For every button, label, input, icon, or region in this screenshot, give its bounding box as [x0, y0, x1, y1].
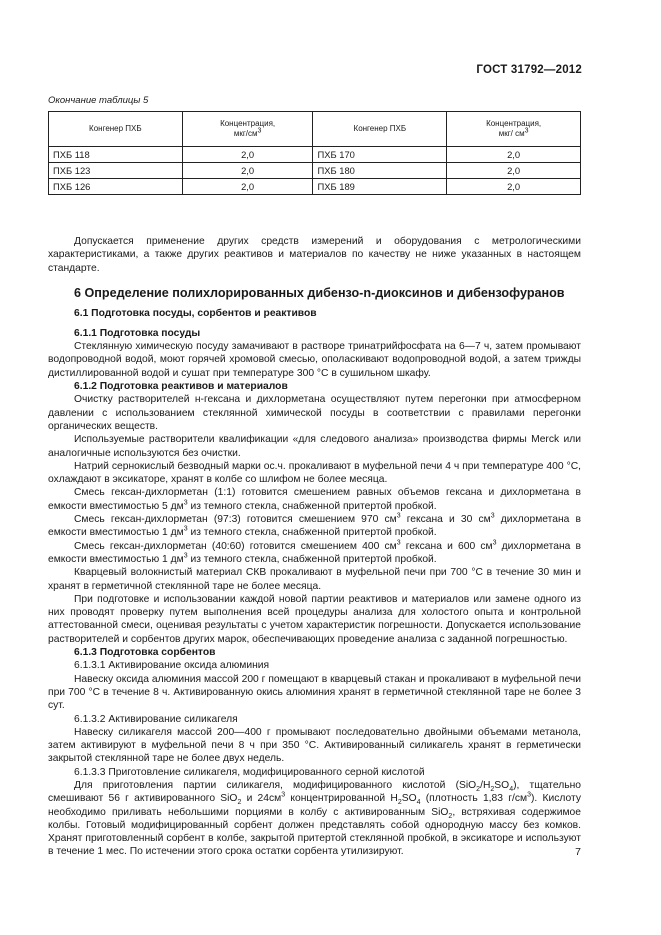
pcb-concentration-table [48, 111, 581, 195]
cell-congener: ПХБ 118 [49, 147, 183, 163]
paragraph-mix-97-3: Смесь гексан-дихлорметан (97:3) готовится смешением 970 $см^3$ гексана и 30 $см^3$ дихлорметана в емкости вместимостью 1 $дм^3$ из темного стекла, снабженной притертой пробкой. [48, 512, 581, 539]
section-6-1-heading: 6.1 Подготовка посуды, сорбентов и реактивов [74, 307, 317, 319]
table-row [49, 147, 581, 163]
section-6-1-3-3-heading: 6.1.3.3 Приготовление силикагеля, модифицированного серной кислотой [74, 766, 425, 778]
cell-concentration: 2,0 [447, 179, 581, 195]
table-header-row [49, 112, 581, 147]
paragraph-merck-solvents: Используемые растворители квалификации «для следового анализа» производства фирмы Merck или аналогичные используются без очистки. [48, 434, 581, 459]
paragraph-sodium-sulfate: Натрий сернокислый безводный марки ос.ч. прокаливают в муфельной печи 4 ч при температуре 400 °С, охлаждают в эксикаторе, хранят в колбе со шлифом не более месяца. [48, 460, 581, 486]
cell-congener: ПХБ 126 [49, 179, 183, 195]
section-6-1-2-heading: 6.1.2 Подготовка реактивов и материалов [74, 381, 288, 393]
header-concentration-2: Концентрация, мкг/ $см^3$ [447, 112, 581, 147]
cell-congener: ПХБ 189 [313, 179, 447, 195]
paragraph-batch-check: При подготовке и использовании каждой новой партии реактивов и материалов или замене одного из них проводят проверку путем выполнения всей процедуры анализа для холостого опыта и контрольной аттестованной смеси, оценивая результаты с учетом характеристик погрешности. Допускается использование растворителей и сорбентов других марок, обеспечивающих проведение анализа с заданной погрешностью. [48, 593, 581, 645]
cell-concentration: 2,0 [182, 163, 313, 179]
section-6-1-3-2-heading: 6.1.3.2 Активирование силикагеля [74, 713, 238, 725]
paragraph-acid-silica: Для приготовления партии силикагеля, модифицированного кислотой $(SiO_2/H_2SO_4)$, тщательно смешивают 56 г активированного SiO$_2$ и $24см^3$ концентрированной $H_2SO_4$ (плотность 1,83 $г/см^3$). Кислоту необходимо приливать небольшими порциями в колбу с активированным SiO$_2$, встряхивая содержимое колбы. Готовый модифицированный сорбент должен представлять собой однородную массу без комков. Хранят приготовленный сорбент в колбе, закрытой притертой стеклянной пробкой, в эксикаторе и используют в течение 1 мес. По истечении этого срока остатки сорбента утилизируют. [48, 779, 581, 858]
paragraph-allowed-substitutes: Допускается применение других средств измерений и оборудования с метрологическими характеристиками, а также других реактивов и материалов по качеству не ниже указанных в настоящем стандарте. [48, 236, 581, 274]
section-6-1-3-1-heading: 6.1.3.1 Активирование оксида алюминия [74, 660, 270, 672]
cell-congener: ПХБ 180 [313, 163, 447, 179]
cell-congener: ПХБ 123 [49, 163, 183, 179]
paragraph-silica-gel: Навеску силикагеля массой 200—400 г промывают последовательно двойными объемами метанола, затем активируют в муфельной печи 8 ч при 350 °С. Активированный силикагель хранят в герметически закрытой стеклянной таре не более двух недель. [48, 726, 581, 765]
table-caption: Окончание таблицы 5 [48, 95, 149, 106]
paragraph-solvent-cleaning: Очистку растворителей н-гексана и дихлорметана осуществляют путем перегонки при атмосферном давлении с использованием стеклянной химической посуды в соответствии с правилами перегонки органических веществ. [48, 394, 581, 432]
cell-concentration: 2,0 [447, 163, 581, 179]
table-row [49, 179, 581, 195]
paragraph-quartz-fiber: Кварцевый волокнистый материал СКВ прокаливают в муфельной печи при 700 °С в течение 30 мин и хранят в герметичной стеклянной таре не более месяца. [48, 567, 581, 592]
paragraph-mix-40-60: Смесь гексан-дихлорметан (40:60) готовится смешением 400 $см^3$ гексана и 600 $см^3$ дихлорметана в емкости вместимостью 1 $дм^3$ из темного стекла, снабженной притертой пробкой. [48, 539, 581, 565]
page-number: 7 [575, 846, 581, 858]
section-6-1-1-heading: 6.1.1 Подготовка посуды [74, 327, 201, 339]
table-row [49, 163, 581, 179]
header-concentration-1: Концентрация, мкг/$см^3$ [182, 112, 313, 147]
section-6-1-3-heading: 6.1.3 Подготовка сорбентов [74, 647, 216, 659]
standard-code: ГОСТ 31792—2012 [476, 64, 582, 76]
cell-concentration: 2,0 [182, 179, 313, 195]
cell-concentration: 2,0 [447, 147, 581, 163]
cell-congener: ПХБ 170 [313, 147, 447, 163]
paragraph-mix-1-1: Смесь гексан-дихлорметан (1:1) готовится смешением равных объемов гексана и дихлорметана в емкости вместимостью 5 $дм^3$ из темного стекла, снабженной притертой пробкой. [48, 487, 581, 512]
document-body [48, 235, 581, 859]
header-congener-1: Конгенер ПХБ [49, 112, 183, 147]
paragraph-alumina: Навеску оксида алюминия массой 200 г помещают в кварцевый стакан и прокаливают в муфельной печи при 700 °С в течение 8 ч. Активированную окись алюминия хранят в герметичной стеклянной таре не более 3 сут. [48, 673, 581, 712]
header-congener-2: Конгенер ПХБ [313, 112, 447, 147]
paragraph-glassware: Стеклянную химическую посуду замачивают в растворе тринатрийфосфата на 6—7 ч, затем промывают водопроводной водой, моют горячей хромовой смесью, ополаскивают водопроводной водой, а затем трижды дистиллированной водой и сушат при температуре 300 °С в сушильном шкафу. [48, 341, 581, 379]
section-6-heading: 6 Определение полихлорированных дибензо-n-диоксинов и дибензофуранов [74, 285, 565, 300]
cell-concentration: 2,0 [182, 147, 313, 163]
